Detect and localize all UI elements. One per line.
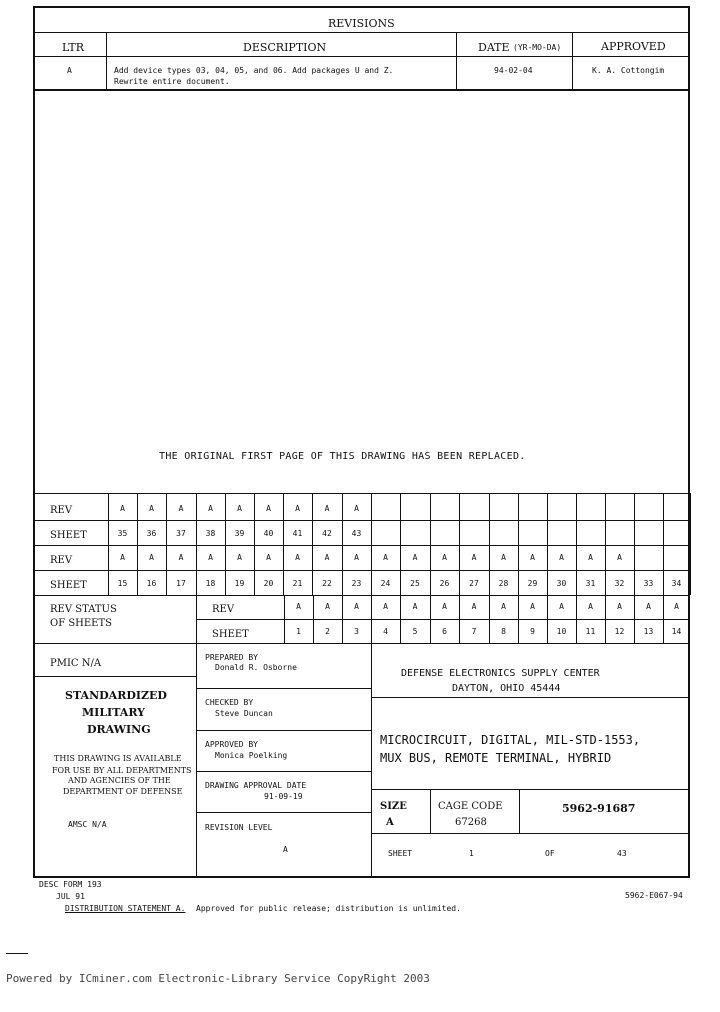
row2-sheet-label: SHEET [50,580,87,591]
avail-line2: FOR USE BY ALL DEPARTMENTS [52,766,192,775]
row2-rev-cell: A [383,553,388,562]
row2-rev-cell: A [501,553,506,562]
row1-sheet-label: SHEET [50,530,87,541]
std-line2: MILITARY [82,706,145,719]
row1-rev-cell: A [208,504,213,513]
revisions-title: REVISIONS [328,17,395,30]
row3-rev-cell: A [559,602,564,611]
distribution-text: Approved for public release; distribution is unlimited. [196,904,461,913]
approved-by: Monica Poelking [215,751,288,760]
row3-sheet-cell: 6 [442,627,447,636]
row1-sheet-cell: 35 [117,529,128,538]
row3-sheet-cell: 13 [643,627,654,636]
row1-rev-cell: A [295,504,300,513]
doc-number: 5962-91687 [562,802,636,815]
row2-rev-cell: A [354,553,359,562]
row2-sheet-cell: 16 [146,579,157,588]
row3-rev-cell: A [442,602,447,611]
row2-sheet-cell: 18 [205,579,216,588]
sheet-label: SHEET [388,849,413,858]
row1-sheet-cell: 40 [263,529,274,538]
amsc: AMSC N/A [68,820,107,829]
row1-rev-cell: A [149,504,154,513]
form-id: DESC FORM 193 [39,880,102,889]
row2-rev-cell: A [471,553,477,562]
row2-rev-cell: A [442,553,447,562]
avail-line4: DEPARTMENT OF DEFENSE [63,787,183,796]
row1-rev-cell: A [237,504,242,513]
row3-rev-cell: A [617,602,622,611]
row3-rev-cell: A [530,602,535,611]
size-value: A [386,817,394,828]
row3-sheet-cell: 10 [556,627,567,636]
row1-sheet-cell: 39 [234,529,245,538]
std-line1: STANDARDIZED [65,689,167,702]
row2-rev-cell: A [559,553,564,562]
row2-rev-cell: A [324,553,330,562]
row3-rev-cell: A [674,602,679,611]
row2-sheet-cell: 34 [671,579,682,588]
prepared-label: PREPARED BY [205,653,258,662]
row1-rev-cell: A [178,504,184,513]
row2-sheet-cell: 32 [614,579,625,588]
row2-rev-cell: A [588,553,593,562]
row3-rev-cell: A [471,602,477,611]
of-label: OF [545,849,555,858]
row3-rev-cell: A [354,602,359,611]
sheet-number: 1 [469,849,474,858]
row2-rev-cell: A [149,553,154,562]
replaced-notice: THE ORIGINAL FIRST PAGE OF THIS DRAWING HAS BEEN REPLACED. [159,451,526,462]
row3-rev-label: REV [212,604,235,615]
row3-sheet-cell: 8 [501,627,506,636]
row3-sheet-cell: 12 [614,627,625,636]
col-date: DATE [478,41,510,54]
row2-rev-cell: A [617,553,622,562]
row1-sheet-cell: 37 [176,529,186,538]
row3-sheet-cell: 14 [671,627,682,636]
cage-label: CAGE CODE [438,801,503,812]
checked-label: CHECKED BY [205,698,254,707]
row2-sheet-cell: 31 [585,579,596,588]
row2-sheet-cell: 29 [527,579,538,588]
row2-rev-cell: A [530,553,535,562]
agency-line1: DEFENSE ELECTRONICS SUPPLY CENTER [401,668,600,679]
sheet-total: 43 [617,849,627,858]
row3-sheet-cell: 5 [412,627,418,636]
row3-sheet-label: SHEET [212,629,249,640]
approval-date: 91-09-19 [264,792,303,801]
row1-rev-cell: A [354,504,359,513]
approved-label: APPROVED BY [205,740,258,749]
rev-ltr-value: A [67,66,72,75]
row3-sheet-cell: 4 [383,627,388,636]
document-frame [33,6,690,878]
row1-rev-cell: A [324,504,330,513]
row2-rev-cell: A [208,553,213,562]
row2-rev-cell: A [178,553,184,562]
approval-date-label: DRAWING APPROVAL DATE [205,781,307,790]
row3-rev-cell: A [646,602,651,611]
row2-sheet-cell: 28 [498,579,509,588]
col-date-format: (YR-MO-DA) [513,43,562,52]
doc-code: 5962-E067-94 [625,891,683,900]
avail-line3: AND AGENCIES OF THE [68,776,171,785]
col-approved: APPROVED [601,40,666,53]
row3-rev-cell: A [296,602,301,611]
row3-rev-cell: A [325,602,330,611]
row3-rev-cell: A [383,602,388,611]
row1-sheet-cell: 42 [322,529,332,538]
avail-line1: THIS DRAWING IS AVAILABLE [54,754,182,763]
rev-date-value: 94-02-04 [494,66,533,75]
row1-sheet-cell: 36 [146,529,157,538]
row2-sheet-cell: 27 [469,579,479,588]
row1-rev-label: REV [50,505,73,516]
row2-sheet-cell: 33 [643,579,654,588]
row2-rev-cell: A [295,553,300,562]
rev-description-line1: Add device types 03, 04, 05, and 06. Add packages U and Z. [114,66,394,75]
row3-rev-cell: A [412,602,418,611]
row2-rev-cell: A [237,553,242,562]
revision-level-label: REVISION LEVEL [205,823,273,832]
row1-sheet-cell: 38 [205,529,216,538]
row1-rev-cell: A [120,504,125,513]
row2-sheet-cell: 24 [380,579,391,588]
row2-rev-label: REV [50,555,73,566]
revision-level: A [283,845,288,854]
distribution-label: DISTRIBUTION STATEMENT A. [65,904,186,913]
row2-sheet-cell: 26 [439,579,450,588]
form-date: JUL 91 [56,892,85,901]
row2-rev-cell: A [412,553,418,562]
col-ltr: LTR [62,41,85,54]
row3-sheet-cell: 1 [296,627,301,636]
agency-line2: DAYTON, OHIO 45444 [452,683,561,694]
row2-sheet-cell: 23 [351,579,362,588]
col-description: DESCRIPTION [243,41,327,54]
rev-approved-value: K. A. Cottongim [592,66,665,75]
row2-rev-cell: A [120,553,125,562]
row2-sheet-cell: 19 [234,579,245,588]
title-line2: MUX BUS, REMOTE TERMINAL, HYBRID [380,751,612,765]
row3-rev-cell: A [501,602,506,611]
row2-sheet-cell: 15 [117,579,128,588]
std-line3: DRAWING [87,723,151,736]
size-label: SIZE [380,801,407,812]
powered-by-line: Powered by ICminer.com Electronic-Library Service CopyRight 2003 [6,972,430,985]
row2-sheet-cell: 20 [263,579,274,588]
prepared-by: Donald R. Osborne [215,663,297,672]
row2-sheet-cell: 30 [556,579,567,588]
row1-sheet-cell: 41 [292,529,303,538]
row1-rev-cell: A [266,504,271,513]
row3-sheet-cell: 11 [585,627,596,636]
row2-sheet-cell: 25 [410,579,420,588]
cage-value: 67268 [455,817,487,828]
title-line1: MICROCIRCUIT, DIGITAL, MIL-STD-1553, [380,733,641,747]
row3-sheet-cell: 7 [471,627,477,636]
rev-description-line2: Rewrite entire document. [114,77,230,86]
row2-sheet-cell: 22 [322,579,332,588]
row3-sheet-cell: 3 [354,627,359,636]
row3-sheet-cell: 2 [325,627,330,636]
rev-status-label-1: REV STATUS [50,604,117,615]
checked-by: Steve Duncan [215,709,273,718]
rev-status-label-2: OF SHEETS [50,618,113,629]
row2-sheet-cell: 21 [292,579,303,588]
row1-sheet-cell: 43 [351,529,362,538]
row2-rev-cell: A [266,553,271,562]
row2-sheet-cell: 17 [176,579,186,588]
row3-sheet-cell: 9 [530,627,535,636]
pmic: PMIC N/A [50,658,102,669]
row3-rev-cell: A [588,602,593,611]
